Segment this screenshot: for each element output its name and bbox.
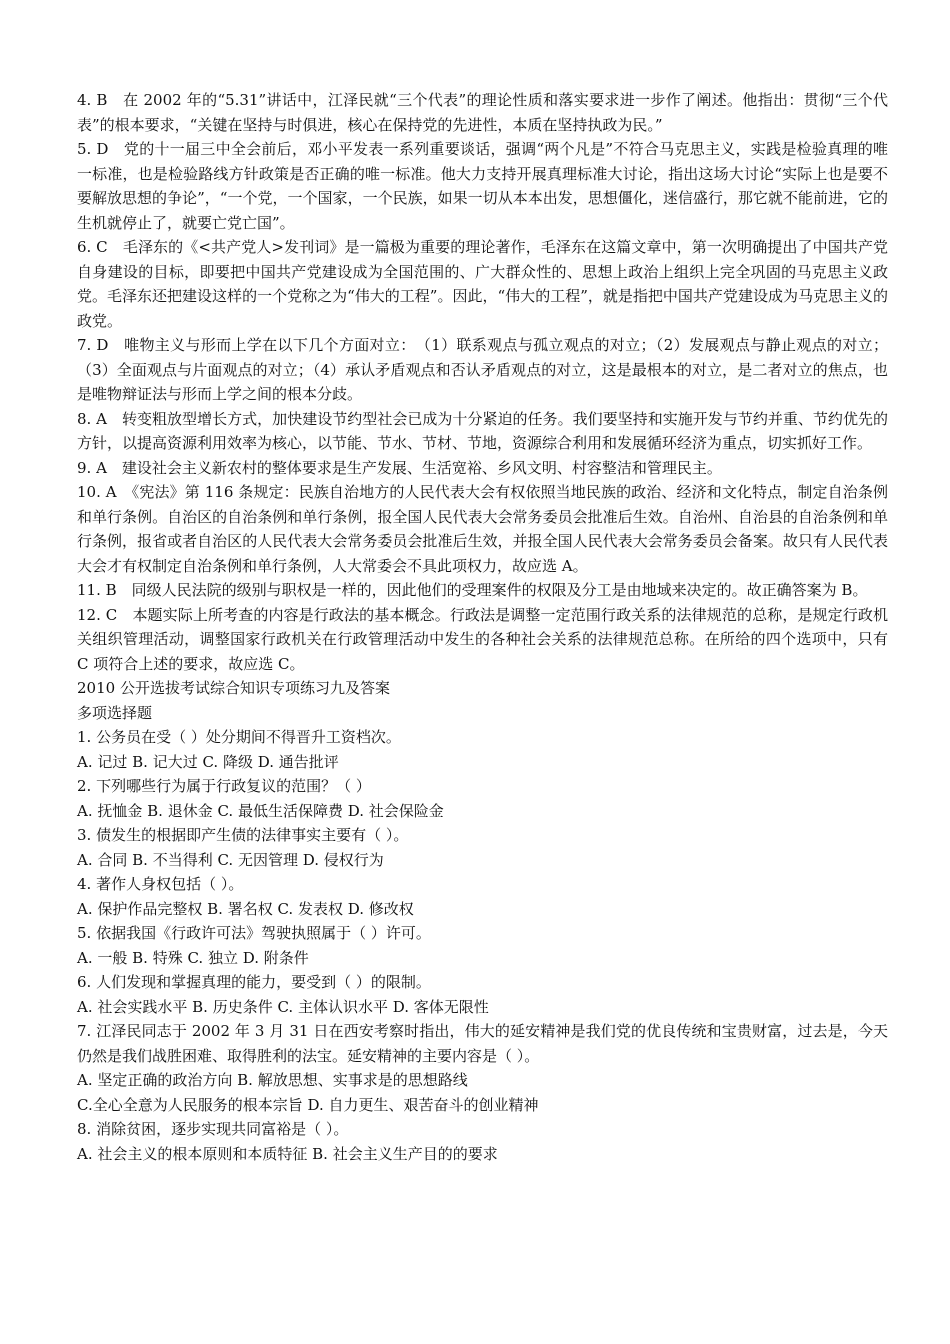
answer-7-explanation: 7. D 唯物主义与形而上学在以下几个方面对立： （1）联系观点与孤立观点的对立；（2）发展观点与静止观点的对立；（3）全面观点与片面观点的对立；（4）承认矛盾观点和否认矛盾观点的对立，这是最根本的对立，是二者对立的焦点，也是唯物辩证法与形而上学之间的根本分歧。 [77,336,888,403]
question-4-options: A. 保护作品完整权 B. 署名权 C. 发表权 D. 修改权 [77,899,414,918]
question-7-options-ab: A. 坚定正确的政治方向 B. 解放思想、实事求是的思想路线 [77,1071,468,1089]
question-6: 6. 人们发现和掌握真理的能力，要受到（ ）的限制。 [77,973,431,991]
question-6-options: A. 社会实践水平 B. 历史条件 C. 主体认识水平 D. 客体无限性 [77,997,489,1016]
question-3-options: A. 合同 B. 不当得利 C. 无因管理 D. 侵权行为 [77,850,384,869]
section-title: 2010 公开选拔考试综合知识专项练习九及答案 [77,679,390,697]
answer-4-explanation: 4. B 在 2002 年的“5.31”讲话中，江泽民就“三个代表”的理论性质和落实要求进一步作了阐述。他指出：贯彻“三个代表”的根本要求，“关键在坚持与时俱进，核心在保持党的先进性，本质在坚持执政为民。” [77,91,888,134]
question-4: 4. 著作人身权包括（ ）。 [77,875,244,893]
question-5-options: A. 一般 B. 特殊 C. 独立 D. 附条件 [77,948,309,967]
question-8-options: A. 社会主义的根本原则和本质特征 B. 社会主义生产目的的要求 [77,1144,498,1163]
question-5: 5. 依据我国《行政许可法》驾驶执照属于（ ）许可。 [77,924,431,942]
question-7-options-cd: C.全心全意为人民服务的根本宗旨 D. 自力更生、艰苦奋斗的创业精神 [77,1095,539,1114]
answer-9-explanation: 9. A 建设社会主义新农村的整体要求是生产发展、生活宽裕、乡风文明、村容整洁和管理民主。 [77,458,722,477]
answer-5-explanation: 5. D 党的十一届三中全会前后，邓小平发表一系列重要谈话，强调“两个凡是”不符合马克思主义，实践是检验真理的唯一标准，也是检验路线方针政策是否正确的唯一标准。他大力支持开展真理标准大讨论，指出这场大讨论“实际上也是要不要解放思想的争论”，“一个党，一个国家，一个民族，如果一切从本本出发，思想僵化，迷信盛行，那它就不能前进，它的生机就停止了，就要亡党亡国”。 [77,140,888,232]
answer-8-explanation: 8. A 转变粗放型增长方式，加快建设节约型社会已成为十分紧迫的任务。我们要坚持和实施开发与节约并重、节约优先的方针，以提高资源利用效率为核心，以节能、节水、节材、节地，资源综合利用和发展循环经济为重点，切实抓好工作。 [77,409,888,452]
question-1: 1. 公务员在受（ ）处分期间不得晋升工资档次。 [77,728,401,746]
answer-10-explanation: 10. A 《宪法》第 116 条规定：民族自治地方的人民代表大会有权依照当地民族的政治、经济和文化特点，制定自治条例和单行条例。自治区的自治条例和单行条例，报全国人民代表大会常务委员会批准后生效。自治州、自治县的自治条例和单行条例，报省或者自治区的人民代表大会常务委员会批准后生效，并报全国人民代表大会常务委员会备案。故只有人民代表大会才有权制定自治条例和单行条例，人大常委会不具此项权力，故应选 A。 [77,483,888,575]
answer-6-explanation: 6. C 毛泽东的《<共产党人>发刊词》是一篇极为重要的理论著作，毛泽东在这篇文章中，第一次明确提出了中国共产党自身建设的目标，即要把中国共产党建设成为全国范围的、广大群众性的、思想上政治上组织上完全巩固的马克思主义政党。毛泽东还把建设这样的一个党称之为“伟大的工程”。因此，“伟大的工程”，就是指把中国共产党建设成为马克思主义的政党。 [77,238,888,330]
question-7: 7. 江泽民同志于 2002 年 3 月 31 日在西安考察时指出，伟大的延安精神是我们党的优良传统和宝贵财富，过去是，今天仍然是我们战胜困难、取得胜利的法宝。延安精神的主要内容是（ ）。 [77,1022,888,1065]
question-1-options: A. 记过 B. 记大过 C. 降级 D. 通告批评 [77,752,339,771]
question-2: 2. 下列哪些行为属于行政复议的范围？（ ） [77,777,371,795]
section-subtitle: 多项选择题 [77,703,153,722]
question-2-options: A. 抚恤金 B. 退休金 C. 最低生活保障费 D. 社会保险金 [77,801,444,820]
question-3: 3. 债发生的根据即产生债的法律事实主要有（ ）。 [77,826,409,844]
answer-11-explanation: 11. B 同级人民法院的级别与职权是一样的，因此他们的受理案件的权限及分工是由地域来决定的。故正确答案为 B。 [77,581,868,599]
question-8: 8. 消除贫困，逐步实现共同富裕是（ ）。 [77,1120,349,1138]
answer-12-explanation: 12. C 本题实际上所考查的内容是行政法的基本概念。行政法是调整一定范围行政关系的法律规范的总称，是规定行政机关组织管理活动，调整国家行政机关在行政管理活动中发生的各种社会关系的法律规范总称。在所给的四个选项中，只有 C 项符合上述的要求，故应选 C。 [77,605,888,673]
